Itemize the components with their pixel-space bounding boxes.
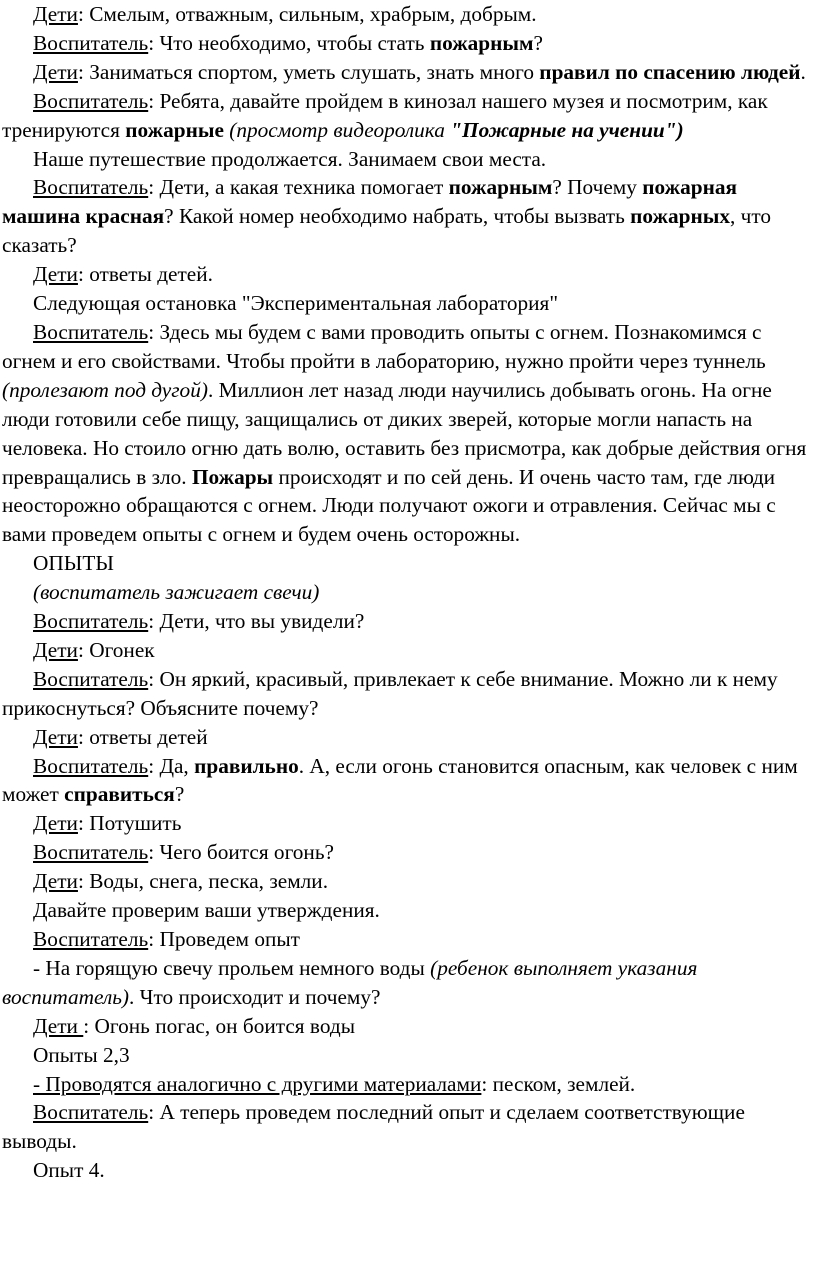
paragraph [2, 58, 812, 87]
paragraph [2, 896, 812, 925]
bold-text: пожарных [630, 204, 731, 229]
paragraph [2, 665, 812, 723]
paragraph [2, 173, 812, 260]
paragraph [2, 867, 812, 896]
text-span: Опыт 4. [33, 1158, 105, 1183]
text-span: Следующая остановка "Экспериментальная лаборатория" [33, 291, 559, 316]
paragraph [2, 607, 812, 636]
underlined-speaker: Дети [33, 59, 78, 84]
text-span: : Ребята, давайте пройдем в кинозал нашего музея и посмотрим, как тренируются [2, 88, 768, 142]
underlined-speaker: Воспитатель [33, 88, 149, 113]
underlined-speaker: Дети [33, 869, 78, 894]
text-span: : ответы детей [77, 724, 208, 749]
underlined-speaker: Воспитатель [33, 840, 149, 865]
paragraph [2, 549, 812, 578]
text-span: . Что происходит и почему? [129, 984, 381, 1009]
text-span: происходят и по сей день. И очень часто там, где люди неосторожно обращаются с огнем. Люди получают ожоги и отравления. Сейчас мы с вами проведем опыты с огнем и будем очень осторожны. [2, 464, 776, 547]
text-span: : Заниматься спортом, уметь слушать, знать много [77, 59, 540, 84]
bold-text: Пожары [191, 464, 274, 489]
paragraph [2, 87, 812, 145]
bold-italic-text: "Пожарные на учении") [450, 117, 684, 142]
italic-note: (ребенок выполняет указания воспитатель) [2, 955, 698, 1009]
paragraph [2, 318, 812, 549]
text-span: : Дети, а какая техника помогает [148, 175, 449, 200]
text-span: . [800, 59, 806, 84]
text-span: ? Почему [552, 175, 643, 200]
bold-text: пожарным [429, 30, 534, 55]
paragraph [2, 752, 812, 810]
paragraph [2, 838, 812, 867]
bold-text: правил по спасению людей [539, 59, 801, 84]
paragraph [2, 723, 812, 752]
bold-text: пожарные [125, 117, 224, 142]
bold-text: пожарным [448, 175, 553, 200]
text-span: Давайте проверим ваши утверждения. [33, 898, 380, 923]
text-span: : Он яркий, красивый, привлекает к себе внимание. Можно ли к нему прикоснуться? Объясните почему? [2, 666, 778, 720]
paragraph [2, 636, 812, 665]
italic-note: (пролезают под дугой) [2, 377, 208, 402]
text-span: : Потушить [77, 811, 182, 836]
paragraph [2, 0, 812, 29]
paragraph [2, 954, 812, 1012]
italic-note: (просмотр видеоролика [229, 117, 451, 142]
text-span: : песком, землей. [481, 1071, 636, 1096]
text-span: : Здесь мы будем с вами проводить опыты с огнем. Познакомимся с огнем и его свойствами. Чтобы пройти в лабораторию, нужно пройти через туннель [2, 319, 766, 373]
underlined-speaker: Дети [33, 2, 78, 26]
paragraph [2, 1098, 812, 1156]
underlined-speaker: Дети [33, 811, 78, 836]
bold-text: пожарная машина красная [2, 175, 738, 229]
text-span: Наше путешествие продолжается. Занимаем свои места. [33, 146, 547, 171]
paragraph [2, 1012, 812, 1041]
text-span: - На горящую свечу прольем немного воды [33, 955, 431, 980]
text-span: Опыты 2,3 [33, 1042, 130, 1067]
paragraph [2, 289, 812, 318]
text-span: . А, если огонь становится опасным, как человек с ним может [2, 753, 798, 807]
text-span: : Огонь погас, он боится воды [83, 1013, 356, 1038]
text-span: ? Какой номер необходимо набрать, чтобы вызвать [164, 204, 631, 229]
text-span: . Миллион лет назад люди научились добывать огонь. На огне люди готовили себе пищу, защищались от диких зверей, которые могли напасть на человека. Но стоило огню дать волю, оставить без присмотра, как добрые действия огня превращались в зло. [2, 377, 807, 489]
underlined-speaker: Воспитатель [33, 927, 149, 951]
underlined-speaker: Воспитатель [33, 175, 149, 200]
underlined-speaker: Дети [33, 637, 78, 662]
text-span: : Чего боится огонь? [148, 840, 334, 865]
paragraph [2, 1156, 812, 1185]
underlined-speaker: Воспитатель [33, 753, 149, 778]
text-span: ОПЫТЫ [33, 551, 114, 576]
paragraph [2, 29, 812, 58]
text-span: : Дети, что вы увидели? [148, 609, 365, 634]
underlined-speaker: - Проводятся аналогично с другими материалами [33, 1071, 482, 1096]
underlined-speaker: Дети [33, 724, 78, 749]
bold-text: справиться [64, 782, 175, 807]
paragraph [2, 260, 812, 289]
paragraph [2, 809, 812, 838]
underlined-speaker: Дети [33, 1013, 84, 1038]
paragraph [2, 578, 812, 607]
underlined-speaker: Дети [33, 262, 78, 287]
text-span: : Смелым, отважным, сильным, храбрым, добрым. [77, 2, 537, 26]
underlined-speaker: Воспитатель [33, 319, 149, 344]
text-span: : Что необходимо, чтобы стать [148, 30, 430, 55]
underlined-speaker: Воспитатель [33, 609, 149, 634]
paragraph [2, 1041, 812, 1070]
text-span: : А теперь проведем последний опыт и сделаем соответствующие выводы. [2, 1100, 745, 1154]
underlined-speaker: Воспитатель [33, 30, 149, 55]
underlined-speaker: Воспитатель [33, 666, 149, 691]
text-span: : Огонек [77, 637, 155, 662]
italic-note: (воспитатель зажигает свечи) [33, 580, 320, 605]
text-span: : Воды, снега, песка, земли. [77, 869, 329, 894]
text-span: : ответы детей. [77, 262, 213, 287]
text-span: ? [174, 782, 185, 807]
paragraph [2, 1070, 812, 1099]
text-span: ? [533, 30, 543, 55]
paragraph [2, 925, 812, 954]
text-span: , что сказать? [2, 204, 772, 258]
bold-text: правильно [194, 753, 299, 778]
text-span: : Проведем опыт [148, 927, 300, 951]
text-span: : Да, [148, 753, 195, 778]
paragraph [2, 145, 812, 174]
underlined-speaker: Воспитатель [33, 1100, 149, 1125]
